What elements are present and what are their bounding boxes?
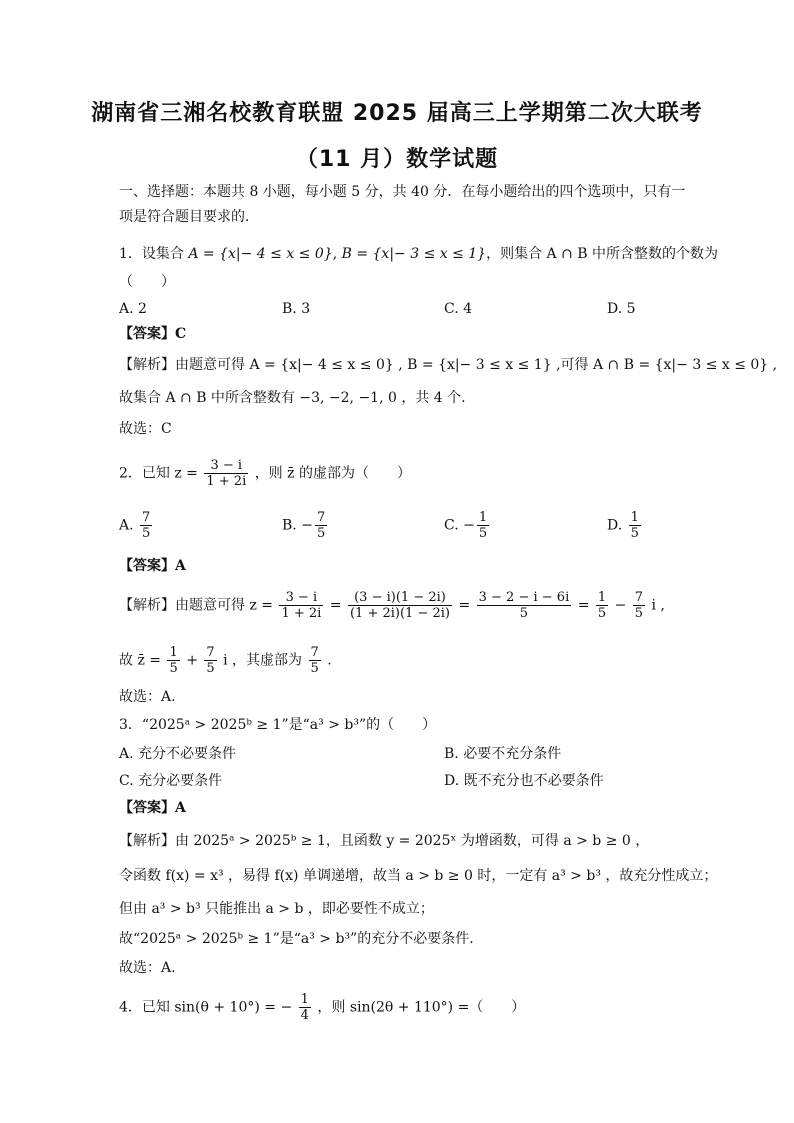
document-title-line1: 湖南省三湘名校教育联盟 2025 届高三上学期第二次大联考 xyxy=(91,101,703,126)
q3-option-b: B. 必要不充分条件 xyxy=(444,746,562,762)
q1-answer: 【答案】C xyxy=(119,326,187,342)
q3-conclusion: 故选：A. xyxy=(119,960,176,976)
q4-stem: 4．已知 sin(θ + 10°) = − $\frac{1}{4}$ ，则 sin(2θ + 110°) =（ ） xyxy=(119,992,526,1023)
section-heading-line2: 项是符合题目要求的． xyxy=(119,209,259,225)
q2-answer: 【答案】A xyxy=(119,558,186,574)
q1-analysis-line2: 故集合 A ∩ B 中所含整数有 −3, −2, −1, 0 ，共 4 个. xyxy=(119,390,466,406)
q1-analysis-line1: 【解析】由题意可得 A = {x|− 4 ≤ x ≤ 0} , B = {x|− 3 ≤ x ≤ 1} ,可得 A ∩ B = {x|− 3 ≤ x ≤ 0} , xyxy=(119,357,778,373)
q2-conclusion: 故选：A. xyxy=(119,689,176,705)
q3-analysis-line4: 故“2025ᵃ > 2025ᵇ ≥ 1”是“a³ > b³”的充分不必要条件. xyxy=(119,931,474,947)
q2-option-a: A. $\frac{7}{5}$ xyxy=(119,510,151,541)
q1-stem-prefix: 1．设集合 xyxy=(119,246,189,262)
q1-conclusion: 故选：C xyxy=(119,421,172,437)
q1-option-b: B. 3 xyxy=(282,301,311,317)
q2-analysis: 【解析】由题意可得 z = $\frac{3 - i}{1 + 2i}$ = $\frac{(3 - i)(1 - 2i)}{(1 + 2i)(1 - 2i)}$ = $\frac{3 - 2 - i - 6i}{5}$ = $\frac{1}{5}$ − $\frac{7}{5}$ i , xyxy=(119,590,665,621)
q2-option-c: C. − $\frac{1}{5}$ xyxy=(444,510,488,541)
q3-answer: 【答案】A xyxy=(119,800,186,816)
section-heading-line1: 一、选择题：本题共 8 小题，每小题 5 分，共 40 分．在每小题给出的四个选项中，只有一 xyxy=(119,184,686,200)
q2-stem xyxy=(119,458,411,489)
q2-stem-prefix: 2．已知 z = xyxy=(119,465,198,482)
q1-paren: （ ） xyxy=(119,274,175,290)
q3-stem: 3．“2025ᵃ > 2025ᵇ ≥ 1”是“a³ > b³”的（ ） xyxy=(119,717,437,733)
q1-option-d: D. 5 xyxy=(607,301,636,317)
q3-option-c: C. 充分必要条件 xyxy=(119,773,223,789)
q1-option-a: A. 2 xyxy=(119,301,147,317)
q2-conjugate: 故 z̄ = $\frac{1}{5}$ + $\frac{7}{5}$ i ，其虚部为 $\frac{7}{5}$ . xyxy=(119,645,332,676)
q2-option-b: B. − $\frac{7}{5}$ xyxy=(282,510,326,541)
q2-stem-suffix: ，则 z̄ 的虚部为（ ） xyxy=(254,465,411,482)
q3-analysis-line1: 【解析】由 2025ᵃ > 2025ᵇ ≥ 1，且函数 y = 2025ˣ 为增函数，可得 a > b ≥ 0 ， xyxy=(119,833,650,849)
q1-option-c: C. 4 xyxy=(444,301,473,317)
q1-set-b: B = {x|− 3 ≤ x ≤ 1} xyxy=(341,246,487,262)
q2-fraction: $\frac{3 - i}{1 + 2i}$ xyxy=(206,458,247,489)
q3-analysis-line2: 令函数 f(x) = x³ ，易得 f(x) 单调递增，故当 a > b ≥ 0 时，一定有 a³ > b³ ，故充分性成立； xyxy=(119,868,718,884)
q1-set-a: A = {x|− 4 ≤ x ≤ 0} xyxy=(188,246,333,262)
q1-stem-suffix: ，则集合 A ∩ B 中所含整数的个数为 xyxy=(486,246,719,262)
q2-option-d: D. $\frac{1}{5}$ xyxy=(607,510,639,541)
q3-option-a: A. 充分不必要条件 xyxy=(119,746,237,762)
q1-stem: 1．设集合 A = {x|− 4 ≤ x ≤ 0}, B = {x|− 3 ≤ x ≤ 1}，则集合 A ∩ B 中所含整数的个数为 xyxy=(119,246,719,262)
document-title-line2: （11 月）数学试题 xyxy=(295,147,499,172)
q3-analysis-line3: 但由 a³ > b³ 只能推出 a > b ，即必要性不成立； xyxy=(119,901,434,917)
q3-option-d: D. 既不充分也不必要条件 xyxy=(444,773,604,789)
